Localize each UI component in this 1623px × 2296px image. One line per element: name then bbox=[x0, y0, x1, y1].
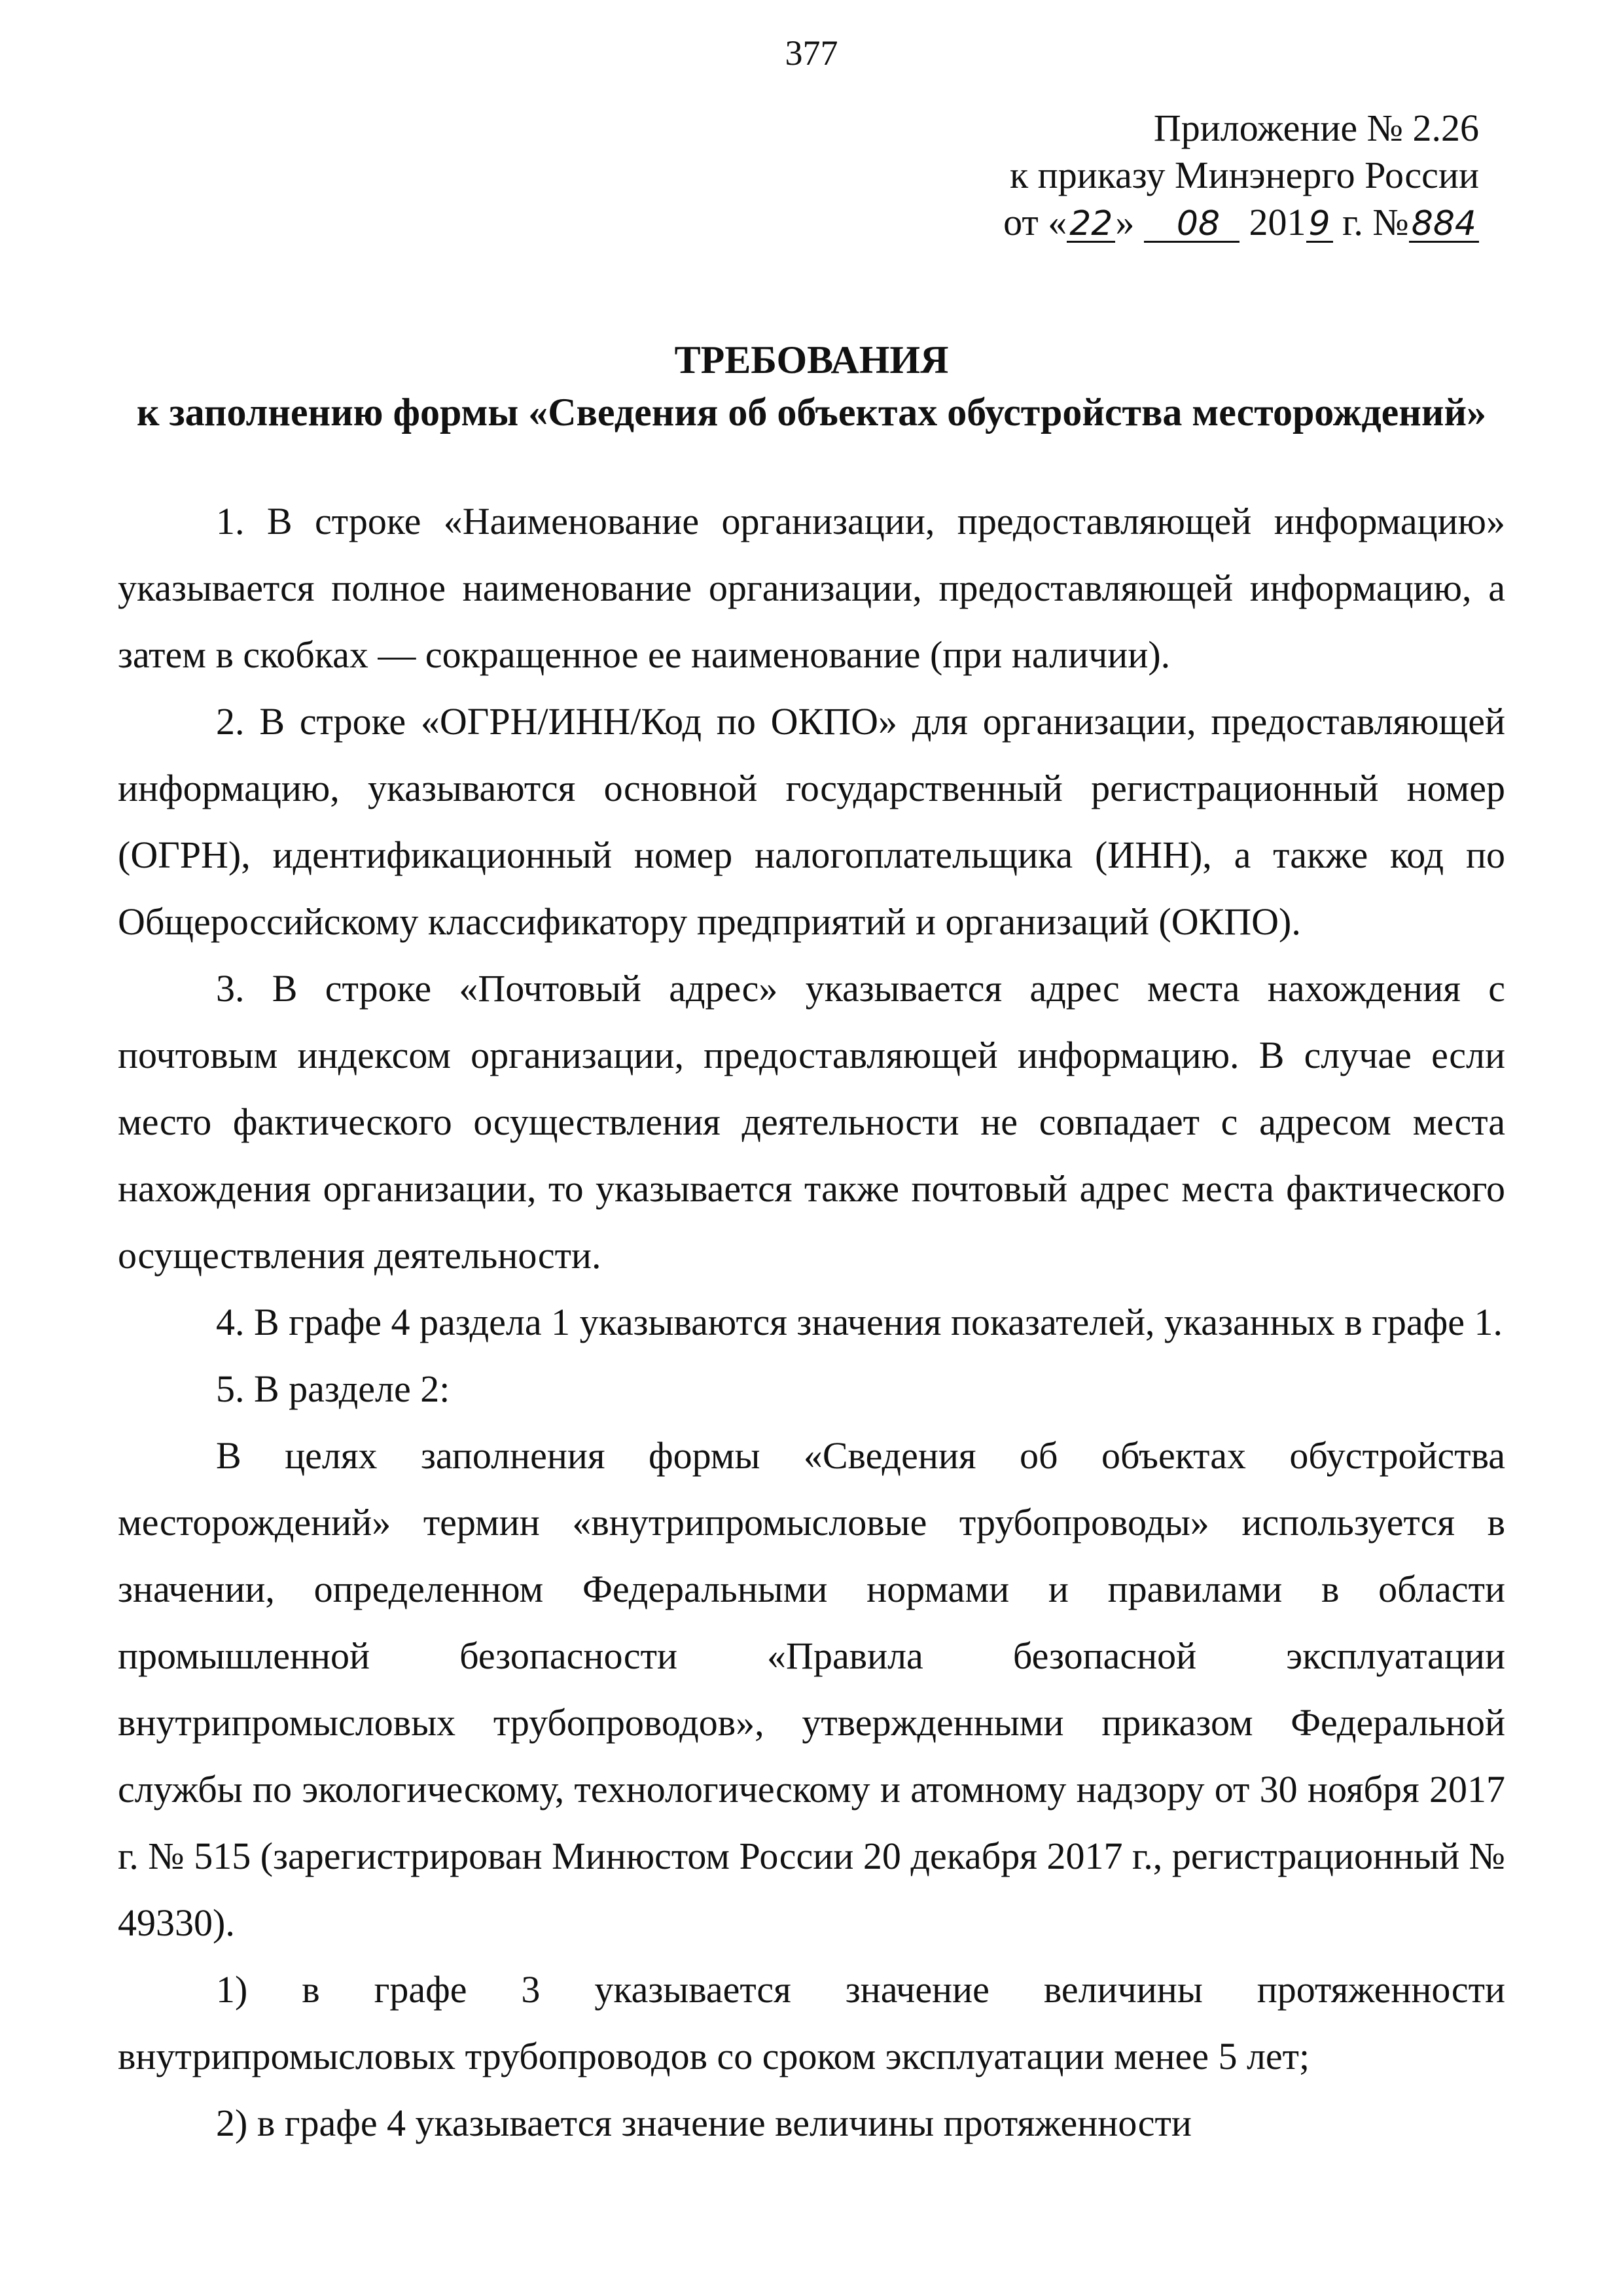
date-prefix: от « bbox=[1003, 201, 1067, 243]
appendix-title: Приложение № 2.26 bbox=[1153, 107, 1479, 149]
title-heading: ТРЕБОВАНИЯ bbox=[674, 338, 949, 381]
page-number: 377 bbox=[785, 33, 838, 73]
appendix-order-ref: к приказу Минэнерго России bbox=[1010, 154, 1479, 196]
paragraph-definition: В целях заполнения формы «Сведения об объектах обустройства месторождений» термин «внутрипромысловые трубопроводы» используется в значении, определенном Федеральными нормами и правилами в области промышленной безопасности «Правила безопасной эксплуатации внутрипромысловых трубопроводов», утвержденными приказом Федеральной службы по экологическому, технологическому и атомному надзору от 30 ноября 2017 г. № 515 (зарегистрирован Минюстом России 20 декабря 2017 г., регистрационный № 49330). bbox=[118, 1434, 1505, 1944]
list-item-1: 1) в графе 3 указывается значение величины протяженности внутрипромысловых трубопроводов со сроком эксплуатации менее 5 лет; bbox=[118, 1968, 1505, 2077]
date-mid: » bbox=[1115, 201, 1135, 243]
paragraph-1: 1. В строке «Наименование организации, предоставляющей информацию» указывается полное наименование организации, предоставляющей информацию, а затем в скобках — сокращенное ее наименование (при наличии). bbox=[118, 500, 1505, 676]
handwritten-year-digit: 9 bbox=[1306, 207, 1333, 243]
paragraph-5: 5. В разделе 2: bbox=[216, 1368, 450, 1410]
year-prefix: 201 bbox=[1249, 201, 1306, 243]
handwritten-order-number: 884 bbox=[1409, 207, 1479, 243]
year-suffix: г. № bbox=[1332, 201, 1409, 243]
appendix-block bbox=[890, 105, 1479, 246]
paragraph-4: 4. В графе 4 раздела 1 указываются значения показателей, указанных в графе 1. bbox=[216, 1301, 1503, 1343]
document-title bbox=[118, 334, 1505, 438]
paragraph-3: 3. В строке «Почтовый адрес» указывается адрес места нахождения с почтовым индексом организации, предоставляющей информацию. В случае если место фактического осуществления деятельности не совпадает с адресом места нахождения организации, то указывается также почтовый адрес места фактического осуществления деятельности. bbox=[118, 967, 1505, 1277]
list-item-2: 2) в графе 4 указывается значение величины протяженности bbox=[216, 2102, 1192, 2144]
title-subheading: к заполнению формы «Сведения об объектах обустройства месторождений» bbox=[136, 391, 1487, 434]
handwritten-day: 22 bbox=[1067, 207, 1115, 243]
document-body bbox=[118, 488, 1505, 2157]
appendix-date-line bbox=[890, 199, 1479, 246]
paragraph-2: 2. В строке «ОГРН/ИНН/Код по ОКПО» для организации, предоставляющей информацию, указываются основной государственный регистрационный номер (ОГРН), идентификационный номер налогоплательщика (ИНН), а также код по Общероссийскому классификатору предприятий и организаций (ОКПО). bbox=[118, 700, 1505, 943]
handwritten-month: 08 bbox=[1144, 207, 1240, 243]
